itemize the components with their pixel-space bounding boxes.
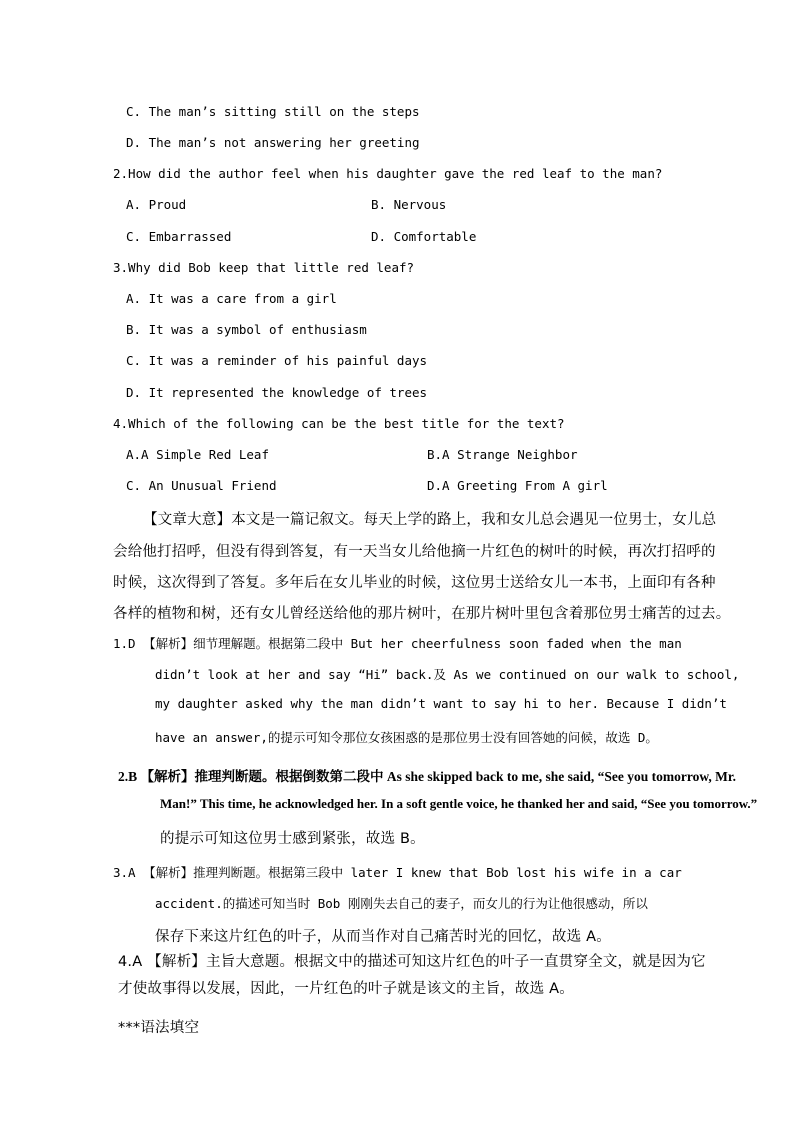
answer-2-line-3: 的提示可知这位男士感到紧张，故选 B。 — [160, 831, 425, 847]
answer-2-line-2: Man!” This time, he acknowledged her. In a soft gentle voice, he thanked her and said, “See you tomorrow.” — [160, 796, 758, 811]
q1-option-c: C. The man’s sitting still on the steps — [126, 104, 420, 119]
section-heading: ***语法填空 — [118, 1020, 200, 1036]
answer-3-line-3: 保存下来这片红色的叶子，从而当作对自己痛苦时光的回忆，故选 A。 — [155, 929, 611, 945]
answer-3-line-1: 3.A 【解析】推理判断题。根据第三段中 later I knew that Bob lost his wife in a car — [113, 865, 682, 880]
q4-stem: 4.Which of the following can be the best title for the text? — [113, 416, 565, 431]
q2-option-c: C. Embarrassed — [126, 229, 232, 244]
q3-option-a: A. It was a care from a girl — [126, 291, 337, 306]
q4-option-c: C. An Unusual Friend — [126, 478, 277, 493]
answer-1-line-1: 1.D 【解析】细节理解题。根据第二段中 But her cheerfulness soon faded when the man — [113, 636, 682, 651]
q3-option-b: B. It was a symbol of enthusiasm — [126, 322, 367, 337]
answer-2-line-1: 2.B 【解析】推理判断题。根据倒数第二段中 As she skipped back to me, she said, “See you tomorrow, Mr. — [118, 769, 737, 784]
q3-stem: 3.Why did Bob keep that little red leaf? — [113, 260, 415, 275]
q4-option-b: B.A Strange Neighbor — [427, 447, 578, 462]
summary-line-3: 时候，这次得到了答复。多年后在女儿毕业的时候，这位男士送给女儿一本书，上面印有各种 — [113, 575, 716, 591]
summary-line-2: 会给他打招呼，但没有得到答复，有一天当女儿给他摘一片红色的树叶的时候，再次打招呼的 — [113, 544, 716, 560]
q2-option-a: A. Proud — [126, 197, 187, 212]
summary-line-1: 【文章大意】本文是一篇记叙文。每天上学的路上，我和女儿总会遇见一位男士，女儿总 — [143, 512, 717, 528]
q3-option-c: C. It was a reminder of his painful days — [126, 353, 428, 368]
answer-3-line-2: accident.的描述可知当时 Bob 刚刚失去自己的妻子，而女儿的行为让他很感动，所以 — [155, 896, 648, 911]
answer-1-line-4: have an answer,的提示可知令那位女孩困惑的是那位男士没有回答她的问候，故选 D。 — [155, 730, 658, 745]
q4-option-d: D.A Greeting From A girl — [427, 478, 608, 493]
summary-line-4: 各样的植物和树，还有女儿曾经送给他的那片树叶，在那片树叶里包含着那位男士痛苦的过去。 — [113, 606, 731, 622]
q2-option-d: D. Comfortable — [371, 229, 477, 244]
q1-option-d: D. The man’s not answering her greeting — [126, 135, 420, 150]
answer-4-line-2: 才使故事得以发展，因此，一片红色的叶子就是该文的主旨，故选 A。 — [118, 981, 574, 997]
q2-stem: 2.How did the author feel when his daughter gave the red leaf to the man? — [113, 166, 663, 181]
answer-1-line-2: didn’t look at her and say “Hi” back.及 As we continued on our walk to school, — [155, 667, 740, 682]
answer-4-line-1: 4.A 【解析】主旨大意题。根据文中的描述可知这片红色的叶子一直贯穿全文，就是因为它 — [118, 954, 706, 970]
q2-option-b: B. Nervous — [371, 197, 447, 212]
answer-1-line-3: my daughter asked why the man didn’t want to say hi to her. Because I didn’t — [155, 696, 727, 711]
q4-option-a: A.A Simple Red Leaf — [126, 447, 269, 462]
q3-option-d: D. It represented the knowledge of trees — [126, 385, 428, 400]
